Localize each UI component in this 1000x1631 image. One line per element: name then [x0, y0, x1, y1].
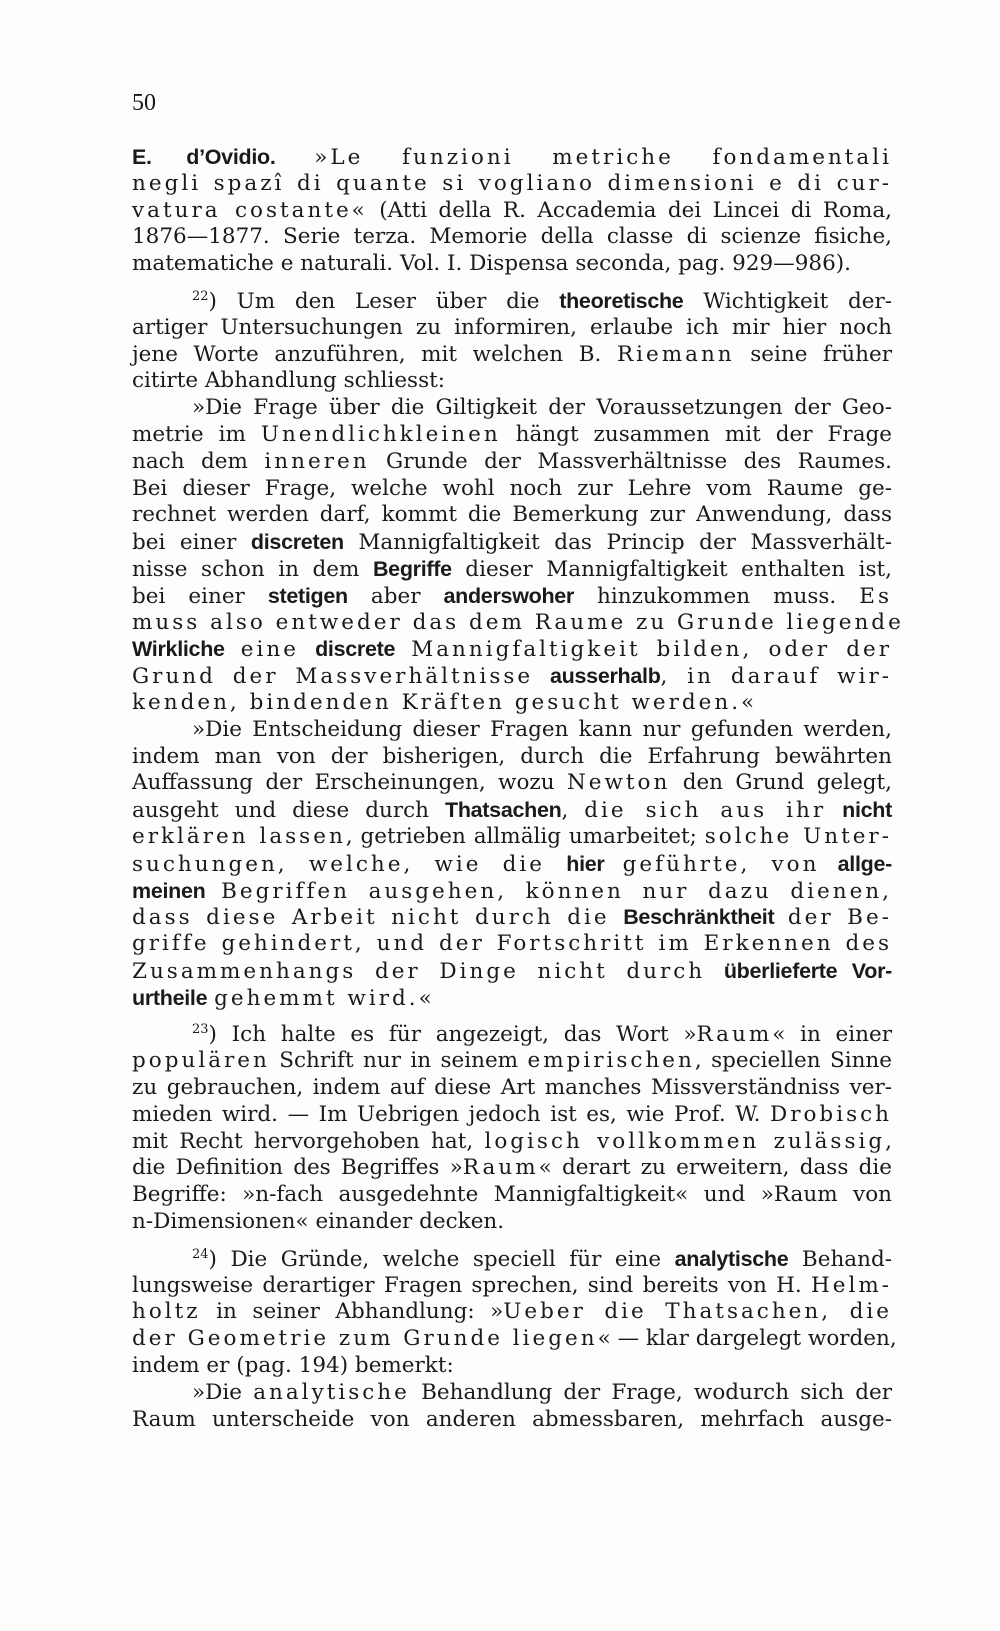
bold-term: überlieferte Vor- [723, 958, 893, 983]
spaced-term: Raum [696, 1021, 773, 1047]
text-line [132, 1048, 892, 1075]
text-line: Bei dieser Frage, welche wohl noch zur Lehre vom Raume ge- [132, 475, 892, 501]
footnote-24-start [132, 1246, 892, 1273]
footnote-22-start [132, 288, 892, 315]
text-span: « derart zu erweitern, dass die [538, 1155, 892, 1181]
text-line: Begriffe: »n-fach ausgedehnte Mannigfaltigkeit« und »Raum von [132, 1182, 892, 1208]
spaced-term: populären [132, 1048, 270, 1074]
spaced-title: Ueber die Thatsachen, die [503, 1299, 892, 1325]
bold-term: Begriffe [372, 556, 452, 581]
text-span: »Die [192, 1379, 254, 1405]
text-span [826, 798, 842, 823]
text-span: ) Die Gründe, welche speciell für eine [208, 1246, 675, 1272]
text-line [132, 878, 892, 905]
text-span: mieden wird. — Im Uebrigen jedoch ist es, wie Prof. W. [132, 1101, 770, 1127]
footnote-marker: 22 [192, 288, 209, 304]
text-span: Auffassung der Erscheinungen, wozu [132, 770, 567, 796]
text-line [132, 958, 892, 985]
footnote-marker: 24 [192, 1246, 209, 1262]
text-span: ) Um den Leser über die [208, 288, 560, 314]
spaced-term: Unendlichkleinen [260, 421, 501, 447]
spaced-text: suchungen, welche, wie die [132, 851, 567, 877]
spaced-name: Helm- [810, 1272, 892, 1298]
spaced-title: vatura costante« [132, 197, 368, 223]
text-line [132, 556, 892, 583]
bold-term: Thatsachen [444, 798, 562, 823]
page-body [132, 144, 904, 1433]
text-span [819, 852, 837, 877]
spaced-title: »Le funzioni metriche fondamentali [275, 145, 892, 170]
text-span: , speciellen Sinne [694, 1048, 892, 1074]
text-line [132, 449, 892, 476]
text-span: in seiner Abhandlung: » [200, 1299, 504, 1325]
text-span: mit Recht hervorgehoben hat, [132, 1128, 485, 1154]
text-line: zu gebrauchen, indem auf diese Art manches Missverständniss ver- [132, 1075, 892, 1101]
spaced-text: die sich aus ihr [584, 798, 827, 824]
text-span: ausgeht und diese durch [132, 798, 445, 824]
text-line: muss also entweder das dem Raume zu Grunde liegende [132, 609, 904, 635]
spaced-text: , in darauf wir- [660, 664, 892, 690]
text-span: Wichtigkeit der- [683, 288, 893, 314]
text-line [132, 422, 892, 449]
spaced-term: empirischen [527, 1048, 695, 1074]
text-line [132, 1299, 892, 1326]
text-span: nach dem [132, 448, 265, 474]
text-line [132, 144, 892, 171]
spaced-term: Raum [462, 1155, 539, 1181]
text-line: rechnet werden darf, kommt die Bemerkung zur Anwendung, dass [132, 502, 892, 528]
text-span [604, 852, 622, 877]
text-span: jene Worte anzuführen, mit welchen B. [132, 341, 617, 367]
text-line [132, 770, 892, 797]
spaced-text: geführte, von [622, 851, 820, 877]
spaced-text: der Be- [774, 905, 892, 931]
bold-term: stetigen [267, 583, 348, 608]
spaced-term: inneren [264, 448, 370, 474]
text-span: dieser Mannigfaltigkeit enthalten ist, [451, 556, 892, 582]
spaced-name: Newton [566, 770, 671, 796]
text-line [132, 663, 892, 690]
text-line: 1876—1877. Serie terza. Memorie della classe di scienze fisiche, [132, 224, 892, 250]
spaced-text: erklären lassen [132, 823, 346, 849]
bold-term: discreten [250, 530, 344, 555]
text-line: matematiche e naturali. Vol. I. Dispensa seconda, pag. 929—986). [132, 251, 851, 277]
text-line: indem man von der bisherigen, durch die Erfahrung bewährten [132, 743, 892, 769]
text-line: Raum unterscheide von anderen abmessbaren, mehrfach ausge- [132, 1406, 892, 1432]
text-span: Behand- [788, 1246, 892, 1272]
text-span: bei einer [132, 530, 251, 556]
spaced-title: der Geometrie zum Grunde liegen [132, 1326, 598, 1352]
text-span: den Grund gelegt, [670, 770, 892, 796]
text-span: bei einer [132, 583, 268, 609]
bold-term: analytische [674, 1246, 789, 1271]
spaced-text: Es [859, 583, 892, 609]
quote-start: »Die Frage über die Giltigkeit der Voraussetzungen der Geo- [192, 395, 892, 421]
bold-term: urtheile [132, 985, 208, 1010]
spaced-name: holtz [132, 1299, 201, 1325]
spaced-text: Grund der Massverhältnisse [132, 664, 551, 690]
text-line [132, 198, 892, 225]
text-line [132, 1129, 892, 1156]
bold-term: nicht [842, 798, 892, 823]
text-line: artiger Untersuchungen zu informiren, erlaube ich mir hier noch [132, 314, 892, 340]
text-span: hängt zusammen mit der Frage [500, 421, 892, 447]
text-line [132, 797, 892, 824]
spaced-text: Mannigfaltigkeit bilden, oder der [395, 637, 893, 663]
text-line [132, 636, 892, 663]
bold-term: meinen [132, 878, 206, 903]
text-span: , [885, 1128, 892, 1154]
quote-start: »Die Entscheidung dieser Fragen kann nur gefunden werden, [192, 716, 892, 742]
text-line [132, 1102, 892, 1129]
text-span: lungsweise derartiger Fragen sprechen, sind bereits von H. [132, 1272, 811, 1298]
text-span: nisse schon in dem [132, 556, 373, 582]
text-span: « in einer [772, 1021, 892, 1047]
spaced-name: Riemann [616, 341, 735, 367]
text-span: « — klar dargelegt worden, [597, 1326, 897, 1352]
bold-term: allge- [837, 851, 892, 876]
spaced-text: eine [224, 637, 316, 663]
spaced-text: solche Unter- [704, 823, 892, 849]
text-span: Grunde der Massverhältnisse des Raumes. [369, 448, 892, 474]
text-line: citirte Abhandlung schliesst: [132, 368, 445, 394]
text-line [132, 904, 892, 931]
bold-term: hier [566, 851, 605, 876]
text-line [132, 851, 892, 878]
text-line [132, 529, 892, 556]
text-span: die Definition des Begriffes » [132, 1155, 463, 1181]
author-name: E. d’Ovidio. [132, 145, 276, 169]
text-line [132, 1155, 892, 1182]
bold-term: theoretische [559, 288, 684, 313]
text-line: negli spazî di quante si vogliano dimensioni e di cur- [132, 170, 892, 196]
spaced-text: Zusammenhangs der Dinge nicht durch [132, 958, 724, 984]
text-span: aber [347, 583, 444, 609]
footnote-marker: 23 [192, 1021, 209, 1037]
text-span: Behandlung der Frage, wodurch sich der [409, 1379, 893, 1405]
spaced-name: Drobisch [769, 1101, 892, 1127]
page-number: 50 [132, 90, 156, 116]
text-line: indem er (pag. 194) bemerkt: [132, 1353, 454, 1379]
text-span: , getrieben allmälig umarbeitet; [345, 823, 705, 849]
text-span: seine früher [734, 341, 892, 367]
text-line [132, 1326, 897, 1353]
bold-term: discrete [315, 637, 396, 662]
bold-term: anderswoher [443, 583, 575, 608]
text-line [132, 985, 892, 1012]
spaced-text: dass diese Arbeit nicht durch die [132, 905, 624, 931]
spaced-text: gehemmt wird.« [214, 985, 435, 1011]
quote-start [132, 1380, 892, 1407]
text-line [132, 1273, 892, 1300]
spaced-term: analytische [253, 1379, 410, 1405]
text-span: (Atti della R. Accademia dei Lincei di Roma, [367, 197, 892, 223]
text-span: Schrift nur in seinem [269, 1048, 528, 1074]
text-span: ) Ich halte es für angezeigt, das Wort » [208, 1021, 697, 1047]
spaced-text: Begriffen ausgehen, können nur dazu dienen, [221, 878, 892, 904]
text-span [205, 879, 221, 904]
spaced-term: logisch vollkommen zulässig [484, 1128, 886, 1154]
text-line: n-Dimensionen« einander decken. [132, 1209, 505, 1235]
text-line [132, 583, 892, 610]
bold-term: ausserhalb [550, 664, 661, 689]
bold-term: Wirkliche [132, 637, 225, 662]
footnote-23-start [132, 1022, 892, 1049]
text-span: metrie im [132, 421, 261, 447]
text-span: , [561, 798, 585, 824]
text-span: hinzukommen muss. [574, 583, 860, 609]
text-line [132, 342, 892, 369]
text-line: griffe gehindert, und der Fortschritt im Erkennen des [132, 931, 892, 957]
text-span: Mannigfaltigkeit das Princip der Massverhält- [343, 530, 892, 556]
text-line: kenden, bindenden Kräften gesucht werden.« [132, 689, 758, 715]
bold-term: Beschränktheit [623, 905, 775, 930]
text-line [132, 824, 892, 851]
